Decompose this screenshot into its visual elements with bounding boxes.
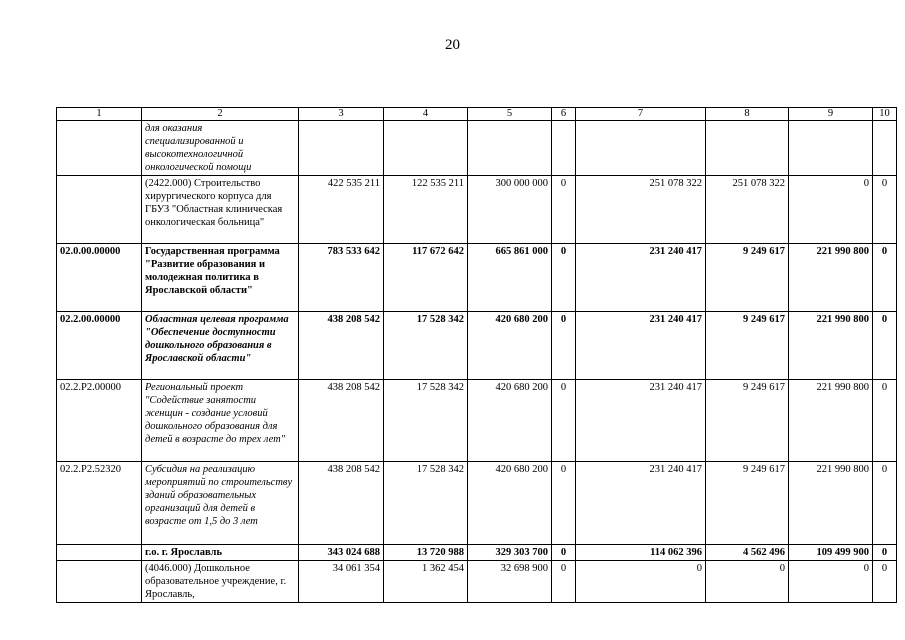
header-row: [57, 108, 897, 121]
row-name: (4046.000) Дошкольное образовательное учреждение, г. Ярославль,: [142, 561, 299, 603]
cell-col7: 0: [576, 561, 706, 603]
cell-col10: 0: [873, 312, 897, 380]
cell-col6: 0: [552, 561, 576, 603]
cell-col8: 9 249 617: [706, 312, 789, 380]
cell-col9: 221 990 800: [789, 244, 873, 312]
cell-col6: 0: [552, 380, 576, 462]
cell-col6: 0: [552, 545, 576, 561]
row-name: Субсидия на реализацию мероприятий по строительству зданий образовательных организаций для детей в возрасте от 1,5 до 3 лет: [142, 462, 299, 545]
cell-col9: 0: [789, 561, 873, 603]
cell-col6: 0: [552, 176, 576, 244]
cell-col3: 422 535 211: [299, 176, 384, 244]
table-row: [57, 176, 897, 244]
header-cell: 9: [789, 108, 873, 121]
cell-col7: 231 240 417: [576, 462, 706, 545]
cell-col3: 343 024 688: [299, 545, 384, 561]
budget-table: [56, 107, 897, 603]
cell-col4: 117 672 642: [384, 244, 468, 312]
cell-col6: [552, 121, 576, 176]
page-number: 20: [445, 37, 460, 53]
cell-col5: 32 698 900: [468, 561, 552, 603]
cell-col5: 420 680 200: [468, 462, 552, 545]
cell-col9: 109 499 900: [789, 545, 873, 561]
cell-col8: 251 078 322: [706, 176, 789, 244]
cell-col9: [789, 121, 873, 176]
row-code: [57, 545, 142, 561]
cell-col3: [299, 121, 384, 176]
header-cell: 3: [299, 108, 384, 121]
table-row: [57, 121, 897, 176]
cell-col3: 438 208 542: [299, 380, 384, 462]
table-row: [57, 244, 897, 312]
cell-col10: 0: [873, 244, 897, 312]
cell-col4: 1 362 454: [384, 561, 468, 603]
cell-col6: 0: [552, 462, 576, 545]
table-row: [57, 545, 897, 561]
cell-col5: 420 680 200: [468, 312, 552, 380]
header-cell: 8: [706, 108, 789, 121]
row-code: [57, 121, 142, 176]
cell-col9: 0: [789, 176, 873, 244]
header-cell: 7: [576, 108, 706, 121]
table-row: [57, 380, 897, 462]
row-code: 02.2.P2.52320: [57, 462, 142, 545]
cell-col6: 0: [552, 312, 576, 380]
cell-col9: 221 990 800: [789, 462, 873, 545]
header-cell: 1: [57, 108, 142, 121]
cell-col5: 665 861 000: [468, 244, 552, 312]
row-code: 02.2.00.00000: [57, 312, 142, 380]
row-code: [57, 561, 142, 603]
cell-col7: 251 078 322: [576, 176, 706, 244]
cell-col5: 329 303 700: [468, 545, 552, 561]
cell-col4: 13 720 988: [384, 545, 468, 561]
table-row: [57, 462, 897, 545]
cell-col10: 0: [873, 462, 897, 545]
cell-col7: 231 240 417: [576, 312, 706, 380]
cell-col8: 9 249 617: [706, 380, 789, 462]
cell-col5: 420 680 200: [468, 380, 552, 462]
row-code: [57, 176, 142, 244]
header-cell: 10: [873, 108, 897, 121]
header-cell: 2: [142, 108, 299, 121]
cell-col4: 122 535 211: [384, 176, 468, 244]
cell-col8: 0: [706, 561, 789, 603]
row-code: 02.2.P2.00000: [57, 380, 142, 462]
cell-col4: [384, 121, 468, 176]
cell-col10: 0: [873, 545, 897, 561]
cell-col8: [706, 121, 789, 176]
row-name: Государственная программа "Развитие образования и молодежная политика в Ярославской области": [142, 244, 299, 312]
header-cell: 6: [552, 108, 576, 121]
cell-col5: [468, 121, 552, 176]
cell-col9: 221 990 800: [789, 312, 873, 380]
table-row: [57, 312, 897, 380]
cell-col9: 221 990 800: [789, 380, 873, 462]
cell-col4: 17 528 342: [384, 312, 468, 380]
cell-col10: 0: [873, 176, 897, 244]
header-cell: 5: [468, 108, 552, 121]
cell-col3: 34 061 354: [299, 561, 384, 603]
cell-col7: [576, 121, 706, 176]
cell-col10: [873, 121, 897, 176]
cell-col3: 438 208 542: [299, 312, 384, 380]
cell-col4: 17 528 342: [384, 380, 468, 462]
cell-col7: 231 240 417: [576, 244, 706, 312]
table-row: [57, 561, 897, 603]
cell-col8: 4 562 496: [706, 545, 789, 561]
cell-col8: 9 249 617: [706, 462, 789, 545]
cell-col4: 17 528 342: [384, 462, 468, 545]
row-name: для оказания специализированной и высокотехнологичной онкологической помощи: [142, 121, 299, 176]
cell-col8: 9 249 617: [706, 244, 789, 312]
cell-col6: 0: [552, 244, 576, 312]
row-code: 02.0.00.00000: [57, 244, 142, 312]
cell-col10: 0: [873, 561, 897, 603]
row-name: г.о. г. Ярославль: [142, 545, 299, 561]
cell-col5: 300 000 000: [468, 176, 552, 244]
cell-col10: 0: [873, 380, 897, 462]
cell-col7: 231 240 417: [576, 380, 706, 462]
row-name: (2422.000) Строительство хирургического корпуса для ГБУЗ "Областная клиническая онкологическая больница": [142, 176, 299, 244]
cell-col3: 783 533 642: [299, 244, 384, 312]
cell-col7: 114 062 396: [576, 545, 706, 561]
header-cell: 4: [384, 108, 468, 121]
row-name: Областная целевая программа "Обеспечение доступности дошкольного образования в Ярославской области": [142, 312, 299, 380]
row-name: Региональный проект "Содействие занятости женщин - создание условий дошкольного образования для детей в возрасте до трех лет": [142, 380, 299, 462]
cell-col3: 438 208 542: [299, 462, 384, 545]
